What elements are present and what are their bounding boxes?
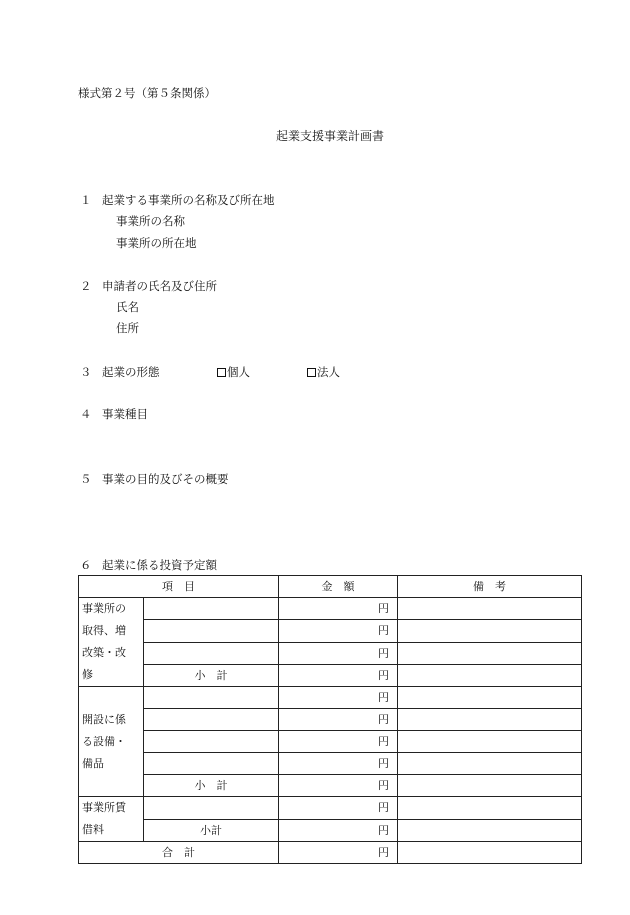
amount-cell[interactable]: 円 xyxy=(279,598,398,620)
remarks-cell[interactable] xyxy=(398,775,582,797)
group-label-line: 開設に係 xyxy=(82,712,126,726)
section-6-label: 起業に係る投資予定額 xyxy=(102,558,217,572)
total-row xyxy=(79,842,582,864)
option-individual[interactable] xyxy=(217,367,250,379)
amount-cell[interactable]: 円 xyxy=(279,819,398,842)
header-item: 項 目 xyxy=(79,576,279,598)
item-cell[interactable] xyxy=(144,709,279,731)
group-label-line: 改築・改 xyxy=(82,646,126,659)
subtotal-label: 小 計 xyxy=(144,775,279,797)
applicant-name-label: 氏名 xyxy=(116,300,139,314)
subtotal-row xyxy=(79,664,582,686)
group-label-rent xyxy=(79,797,144,842)
item-cell[interactable] xyxy=(144,753,279,775)
remarks-cell[interactable] xyxy=(398,797,582,820)
amount-cell[interactable]: 円 xyxy=(279,664,398,686)
section-4-label: 事業種目 xyxy=(102,407,148,421)
business-name-label: 事業所の名称 xyxy=(116,214,185,228)
item-cell[interactable] xyxy=(144,642,279,664)
item-cell[interactable] xyxy=(144,731,279,753)
investment-table xyxy=(78,575,582,864)
table-row xyxy=(79,642,582,664)
table-row xyxy=(79,753,582,775)
table-header-row xyxy=(79,576,582,598)
amount-cell[interactable]: 円 xyxy=(279,642,398,664)
subtotal-row xyxy=(79,819,582,842)
business-address-label: 事業所の所在地 xyxy=(116,236,197,250)
remarks-cell[interactable] xyxy=(398,620,582,642)
subtotal-label: 小 計 xyxy=(144,664,279,686)
table-row xyxy=(79,731,582,753)
remarks-cell[interactable] xyxy=(398,598,582,620)
subtotal-label: 小計 xyxy=(144,819,279,842)
option-corporation[interactable] xyxy=(307,367,340,379)
corporation-label: 法人 xyxy=(317,365,340,379)
section-6-number: ６ xyxy=(80,558,92,572)
group-label-line: 備品 xyxy=(82,756,104,770)
remarks-cell[interactable] xyxy=(398,642,582,664)
group-label-line: 事業所賃 xyxy=(82,801,126,814)
item-cell[interactable] xyxy=(144,797,279,820)
section-5-label: 事業の目的及びその概要 xyxy=(102,472,229,486)
group-label-line: 取得、増 xyxy=(82,624,126,637)
remarks-cell[interactable] xyxy=(398,819,582,842)
section-5-number: ５ xyxy=(80,472,92,486)
table-row xyxy=(79,709,582,731)
section-1-number: １ xyxy=(80,193,92,207)
remarks-cell[interactable] xyxy=(398,687,582,709)
amount-cell[interactable]: 円 xyxy=(279,775,398,797)
table-row xyxy=(79,797,582,820)
total-label: 合 計 xyxy=(79,842,279,864)
item-cell[interactable] xyxy=(144,687,279,709)
amount-cell[interactable]: 円 xyxy=(279,620,398,642)
header-amount: 金 額 xyxy=(279,576,398,598)
item-cell[interactable] xyxy=(144,598,279,620)
individual-label: 個人 xyxy=(227,365,250,379)
group-label-equipment xyxy=(79,687,144,797)
section-3-label: 起業の形態 xyxy=(102,365,160,379)
subtotal-row xyxy=(79,775,582,797)
remarks-cell[interactable] xyxy=(398,709,582,731)
amount-cell[interactable]: 円 xyxy=(279,797,398,820)
section-1-label: 起業する事業所の名称及び所在地 xyxy=(102,193,275,207)
corporation-checkbox[interactable] xyxy=(307,368,316,377)
remarks-cell[interactable] xyxy=(398,842,582,864)
section-4-number: ４ xyxy=(80,407,92,421)
table-row xyxy=(79,620,582,642)
remarks-cell[interactable] xyxy=(398,753,582,775)
table-row xyxy=(79,687,582,709)
amount-cell[interactable]: 円 xyxy=(279,753,398,775)
page-title: 起業支援事業計画書 xyxy=(276,129,385,143)
group-label-acquisition xyxy=(79,598,144,687)
applicant-address-label: 住所 xyxy=(116,321,139,335)
amount-cell[interactable]: 円 xyxy=(279,731,398,753)
remarks-cell[interactable] xyxy=(398,664,582,686)
total-amount-cell[interactable]: 円 xyxy=(279,842,398,864)
section-3-number: ３ xyxy=(80,365,92,379)
group-label-line: る設備・ xyxy=(82,734,126,748)
table-row xyxy=(79,598,582,620)
form-number: 様式第２号（第５条関係） xyxy=(78,86,216,100)
group-label-line: 借料 xyxy=(82,823,104,836)
amount-cell[interactable]: 円 xyxy=(279,709,398,731)
amount-cell[interactable]: 円 xyxy=(279,687,398,709)
section-2-number: ２ xyxy=(80,279,92,293)
group-label-line: 事業所の xyxy=(82,602,126,615)
individual-checkbox[interactable] xyxy=(217,368,226,377)
header-remarks: 備 考 xyxy=(398,576,582,598)
section-2-label: 申請者の氏名及び住所 xyxy=(102,279,217,293)
group-label-line: 修 xyxy=(82,668,93,681)
remarks-cell[interactable] xyxy=(398,731,582,753)
item-cell[interactable] xyxy=(144,620,279,642)
